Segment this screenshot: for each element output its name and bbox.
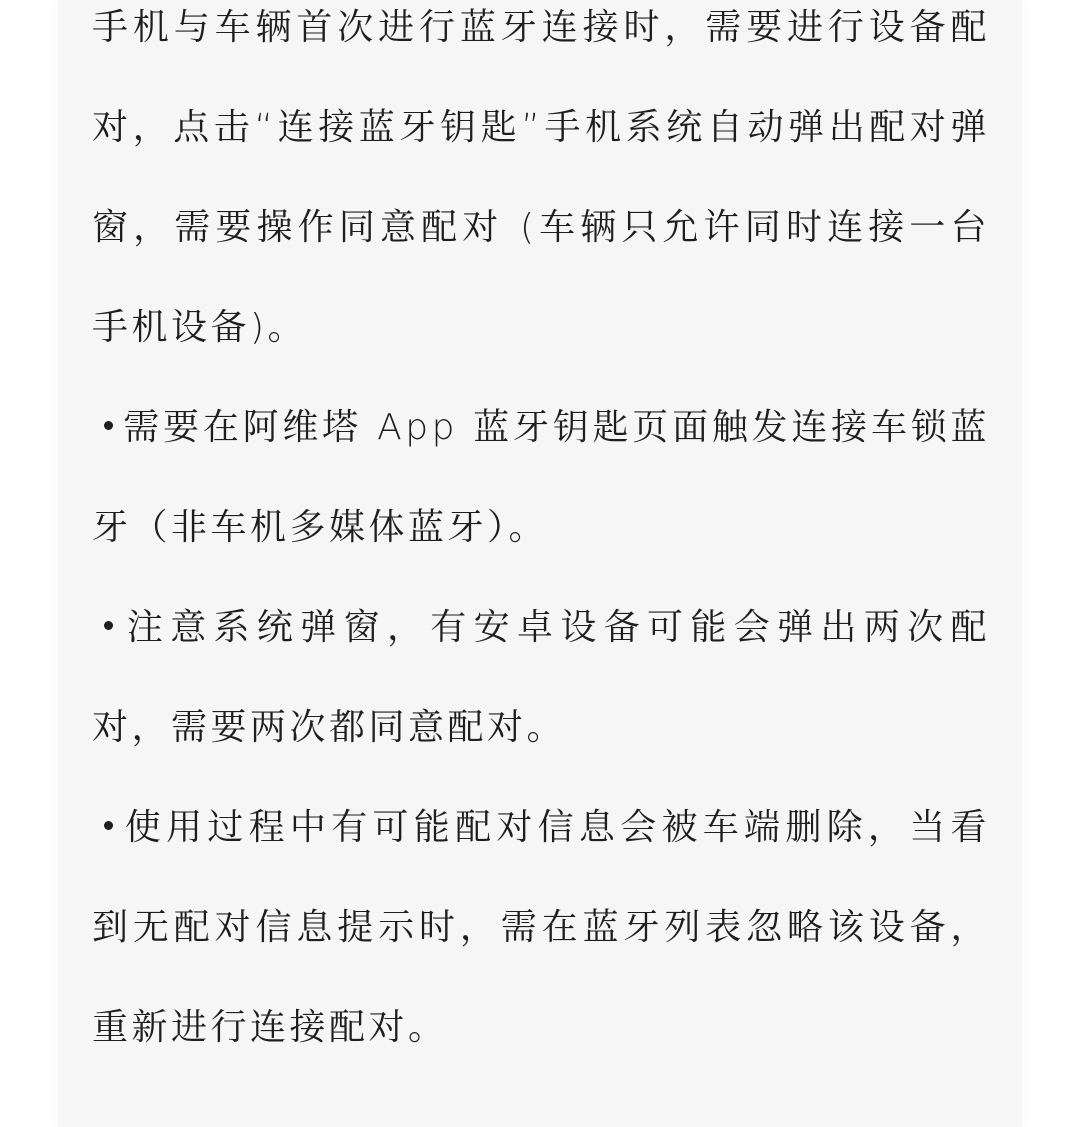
intro-paragraph: 手机与车辆首次进行蓝牙连接时，需要进行设备配对，点击“连接蓝牙钥匙”手机系统自动弹出配对弹窗，需要操作同意配对 (车辆只允许同时连接一台手机设备)。 bbox=[92, 7, 990, 348]
bullet-dot-icon bbox=[104, 821, 113, 830]
bullet-text: 注意系统弹窗，有安卓设备可能会弹出两次配对，需要两次都同意配对。 bbox=[92, 607, 990, 748]
bullet-item bbox=[92, 778, 990, 1078]
bullet-item bbox=[92, 578, 990, 778]
article-body bbox=[92, 0, 990, 1078]
bullet-text: 需要在阿维塔 App 蓝牙钥匙页面触发连接车锁蓝牙（非车机多媒体蓝牙）。 bbox=[92, 407, 990, 548]
bullet-dot-icon bbox=[104, 621, 113, 630]
bullet-text: 使用过程中有可能配对信息会被车端删除，当看到无配对信息提示时，需在蓝牙列表忽略该设备，重新进行连接配对。 bbox=[92, 807, 990, 1048]
bullet-dot-icon bbox=[104, 421, 113, 430]
bullet-item bbox=[92, 378, 990, 578]
